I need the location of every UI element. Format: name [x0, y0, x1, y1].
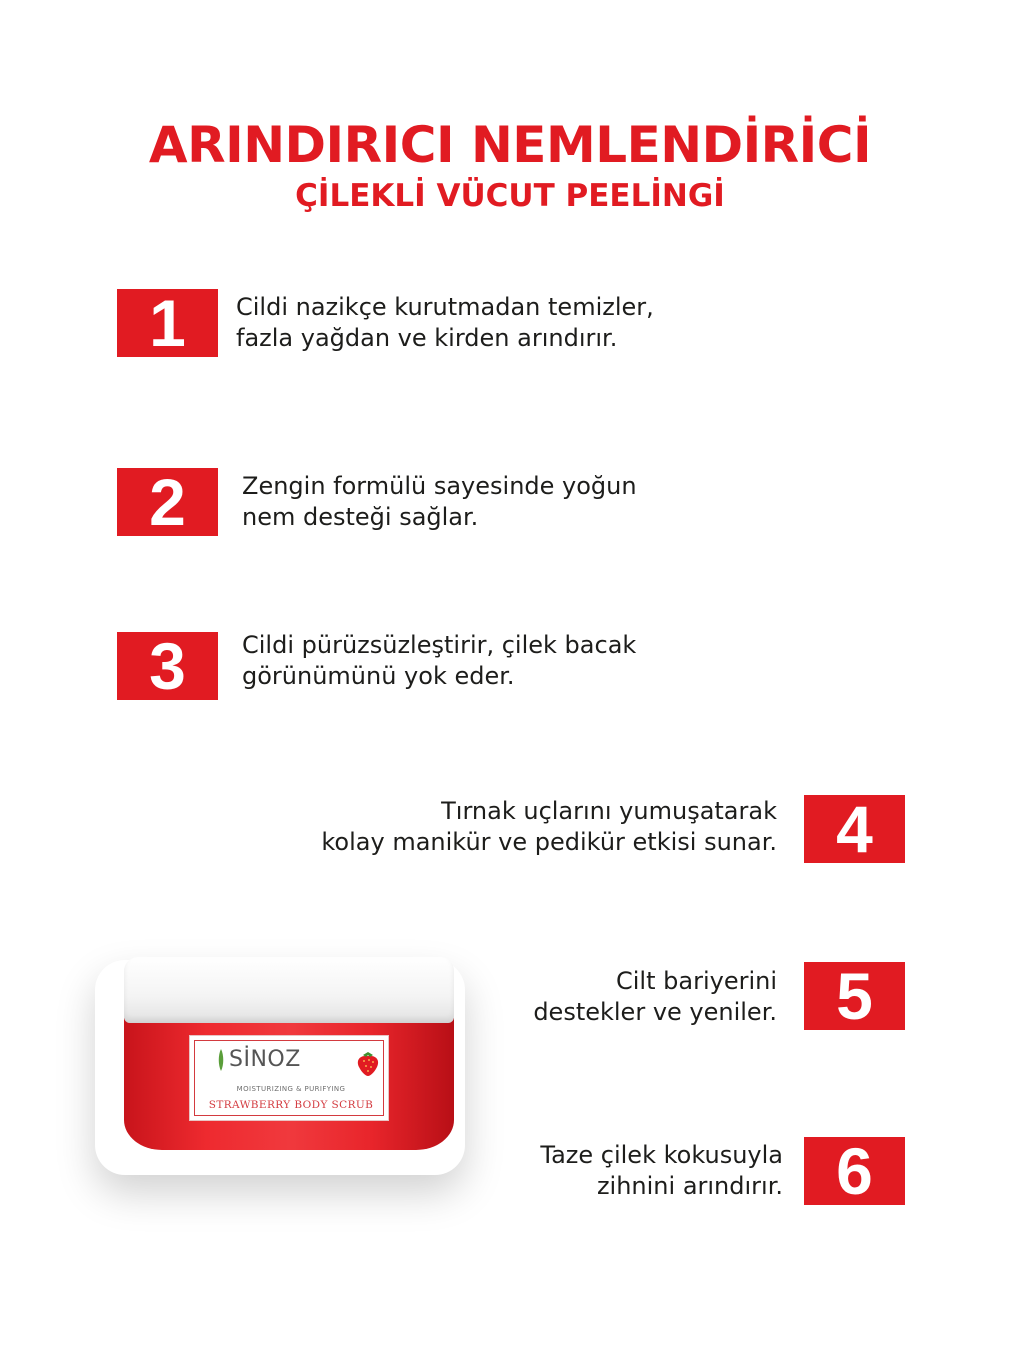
jar-lid: [124, 957, 454, 1023]
feature-text-line: Tırnak uçlarını yumuşatarak: [441, 797, 777, 825]
feature-text-line: fazla yağdan ve kirden arındırır.: [236, 324, 618, 352]
leaf-icon: [217, 1049, 225, 1071]
page-subtitle: ÇİLEKLİ VÜCUT PEELİNGİ: [295, 178, 725, 214]
feature-text-6: [540, 1140, 783, 1202]
feature-number-2: 2: [117, 468, 218, 536]
feature-text-3: [242, 630, 636, 692]
feature-text-line: zihnini arındırır.: [596, 1172, 783, 1200]
feature-text-line: Cilt bariyerini: [616, 967, 777, 995]
feature-text-line: Zengin formülü sayesinde yoğun: [242, 472, 637, 500]
feature-number-6: 6: [804, 1137, 905, 1205]
brand-logo: SİNOZ: [229, 1047, 301, 1072]
feature-number-5: 5: [804, 962, 905, 1030]
product-name: STRAWBERRY BODY SCRUB: [208, 1099, 374, 1111]
product-tagline: MOISTURIZING & PURIFYING: [236, 1085, 346, 1093]
feature-number-1: 1: [117, 289, 218, 357]
page-title: ARINDIRICI NEMLENDİRİCİ: [148, 116, 872, 174]
feature-text-line: Cildi pürüzsüzleştirir, çilek bacak: [242, 631, 637, 659]
feature-text-1: [236, 292, 654, 354]
feature-text-line: destekler ve yeniler.: [533, 998, 777, 1026]
feature-text-line: nem desteği sağlar.: [242, 503, 479, 531]
label-frame: [194, 1040, 384, 1116]
feature-text-line: Taze çilek kokusuyla: [540, 1141, 783, 1169]
feature-text-line: Cildi nazikçe kurutmadan temizler,: [236, 293, 654, 321]
product-label: [189, 1035, 389, 1121]
feature-number-4: 4: [804, 795, 905, 863]
feature-text-line: kolay manikür ve pedikür etkisi sunar.: [321, 828, 777, 856]
feature-text-5: [533, 966, 777, 1028]
feature-text-4: [321, 796, 777, 858]
strawberry-icon: [355, 1049, 381, 1077]
feature-text-line: görünümünü yok eder.: [242, 662, 515, 690]
feature-number-3: 3: [117, 632, 218, 700]
feature-text-2: [242, 471, 637, 533]
